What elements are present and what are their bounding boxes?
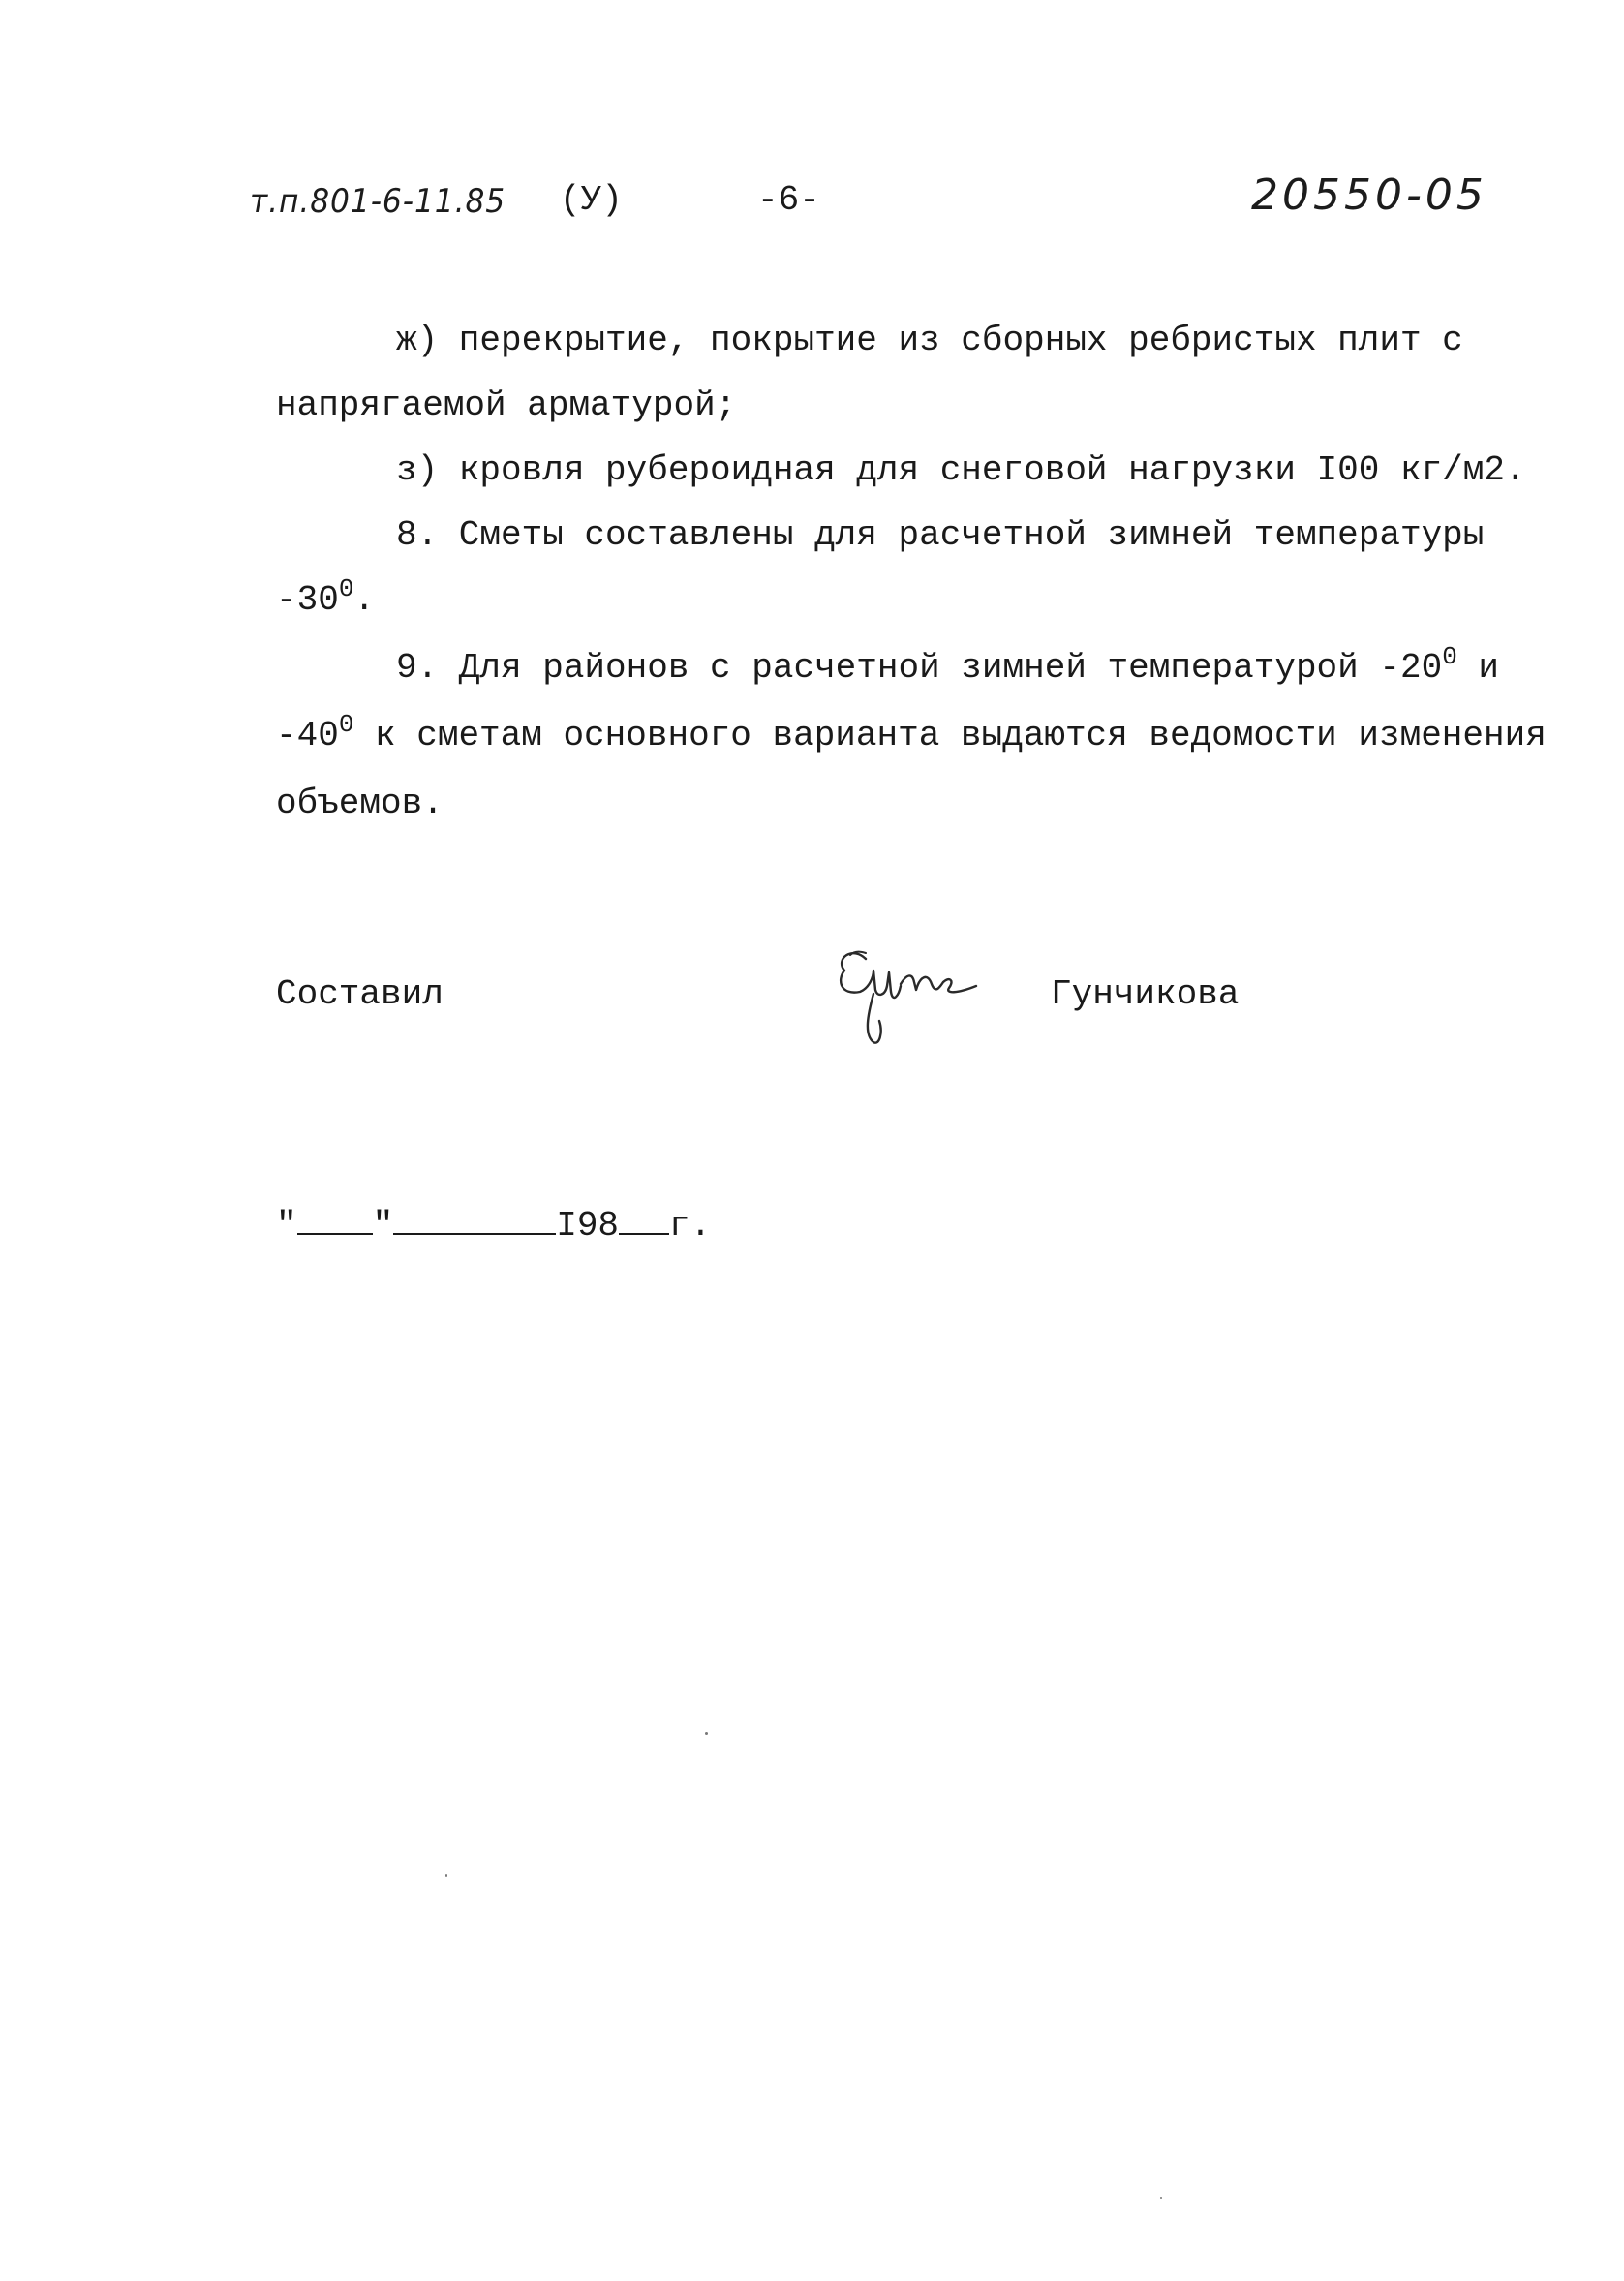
sentence-end: . bbox=[353, 580, 376, 620]
degree-mark: 0 bbox=[338, 574, 354, 603]
document-code: 20550-05 bbox=[1251, 170, 1487, 220]
item-8-line-1: 8. Сметы составлены для расчетной зимней температуры bbox=[396, 515, 1485, 555]
item-z: з) кровля рубероидная для снеговой нагрузки I00 кг/м2. bbox=[396, 450, 1526, 490]
item-9-line-3: объемов. bbox=[276, 784, 444, 823]
date-quote-close: " bbox=[372, 1206, 394, 1246]
year-prefix: I98 bbox=[556, 1206, 620, 1246]
degree-mark: 0 bbox=[338, 710, 354, 739]
scan-speck bbox=[1160, 2197, 1162, 2199]
item-9-line-1 bbox=[276, 635, 1525, 703]
document-body bbox=[276, 308, 1547, 836]
month-blank bbox=[393, 1206, 556, 1235]
year-blank bbox=[619, 1206, 669, 1235]
scan-speck bbox=[705, 1732, 708, 1735]
variant-label: (У) bbox=[560, 180, 623, 220]
temperature-value: -40 bbox=[276, 716, 339, 755]
date-line bbox=[276, 1206, 711, 1246]
compiled-by-label: Составил bbox=[276, 974, 444, 1014]
item-zh-line-2: напрягаемой арматурой; bbox=[276, 385, 737, 425]
year-suffix: г. bbox=[669, 1206, 712, 1246]
day-blank bbox=[297, 1206, 373, 1235]
item-9-line-2 bbox=[276, 703, 1547, 771]
temperature-value: -30 bbox=[276, 580, 339, 620]
scan-speck bbox=[445, 1874, 447, 1877]
item-9-rest: к сметам основного варианта выдаются ведомости изменения bbox=[353, 716, 1547, 755]
page-number: -6- bbox=[757, 180, 820, 220]
date-quote-open: " bbox=[276, 1206, 297, 1246]
signer-name: Гунчикова bbox=[1051, 974, 1240, 1014]
item-9-prefix: 9. Для районов с расчетной зимней температурой -20 bbox=[396, 648, 1443, 688]
item-zh-line-1: ж) перекрытие, покрытие из сборных ребристых плит с bbox=[396, 321, 1463, 360]
item-8-line-2 bbox=[276, 568, 1525, 635]
item-9-suffix: и bbox=[1456, 648, 1500, 688]
document-reference: т.п.801-6-11.85 bbox=[250, 182, 506, 221]
degree-mark: 0 bbox=[1442, 642, 1457, 671]
signature-image bbox=[831, 938, 996, 1052]
